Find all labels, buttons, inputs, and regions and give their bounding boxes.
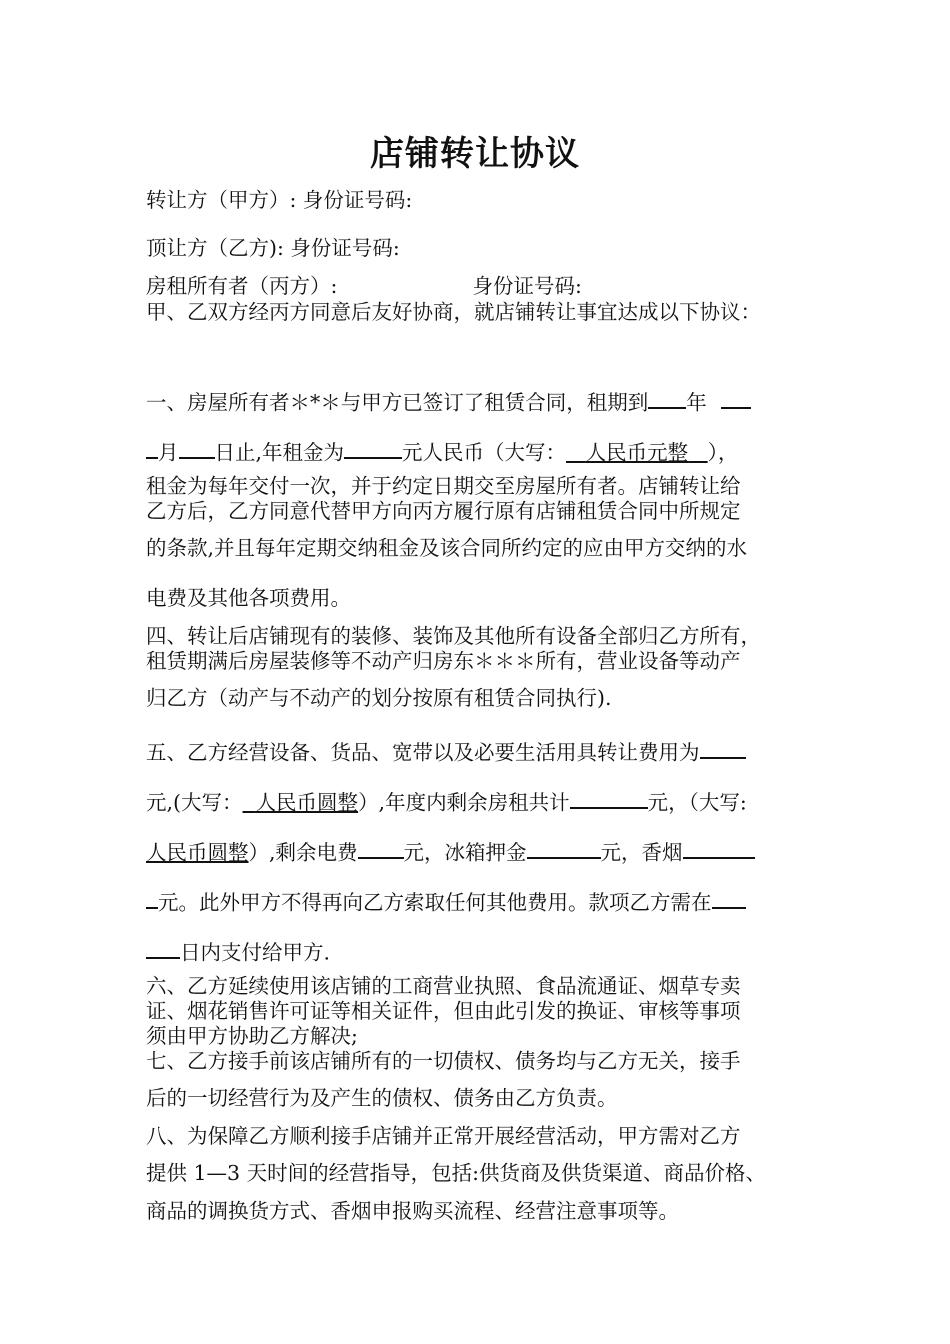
landlord-id-label: 身份证号码: <box>472 274 582 298</box>
clause5-line3: 人民币圆整）,剩余电费 元，冰箱押金 元，香烟 <box>146 838 755 863</box>
rent-amount-words-2: 人民币圆整 <box>146 840 249 865</box>
clause5-line4: 元。此外甲方不得再向乙方索取任何其他费用。款项乙方需在 <box>146 888 746 913</box>
fridge-deposit-blank <box>527 838 601 859</box>
intro-line: 甲、乙双方经丙方同意后友好协商，就店铺转让事宜达成以下协议： <box>146 300 761 324</box>
annual-rent-blank <box>344 438 402 459</box>
clause6-line2: 证、烟花销售许可证等相关证件，但由此引发的换证、审核等事项 <box>146 999 741 1023</box>
clause4-line1: 四、转让后店铺现有的装修、装饰及其他所有设备全部归乙方所有， <box>146 624 761 648</box>
transfer-fee-blank <box>700 738 746 759</box>
document-title: 店铺转让协议 <box>370 134 580 174</box>
rent-amount-words: 人民币元整 <box>585 440 689 465</box>
clause6-line3: 须由甲方协助乙方解决; <box>146 1024 358 1048</box>
lease-year-blank <box>648 388 686 409</box>
landlord-line <box>146 276 582 297</box>
lease-month-blank <box>721 388 751 409</box>
clause1-line1: 一、房屋所有者＊*＊与甲方已签订了租赁合同，租期到 年 <box>146 388 751 413</box>
cigarette-blank <box>683 838 755 859</box>
clause1-line2: 月 日止,年租金为 元人民币（大写： 人民币元整 ）， <box>146 438 738 463</box>
lease-day-blank <box>179 438 215 459</box>
clause8-line3: 商品的调换货方式、香烟申报购买流程、经营注意事项等。 <box>146 1199 679 1223</box>
clause1-line4: 乙方后，乙方同意代替甲方向丙方履行原有店铺租赁合同中所规定 <box>146 499 741 523</box>
transferee-line: 顶让方（乙方): 身份证号码: <box>146 236 400 260</box>
electricity-blank <box>358 838 404 859</box>
clause4-line2: 租赁期满后房屋装修等不动产归房东＊＊＊所有，营业设备等动产 <box>146 649 741 673</box>
clause4-line3: 归乙方（动产与不动产的划分按原有租赁合同执行). <box>146 686 612 710</box>
clause5-line1: 五、乙方经营设备、货品、宽带以及必要生活用具转让费用为 <box>146 738 746 763</box>
clause1-line6: 电费及其他各项费用。 <box>146 586 351 610</box>
landlord-label: 房租所有者（丙方）: <box>146 274 338 298</box>
clause7-line2: 后的一切经营行为及产生的债权、债务由乙方负责。 <box>146 1086 618 1110</box>
clause7-line1: 七、乙方接手前该店铺所有的一切债权、债务均与乙方无关，接手 <box>146 1049 741 1073</box>
clause5-line5: 日内支付给甲方. <box>146 938 330 963</box>
transferor-line: 转让方（甲方）: 身份证号码: <box>146 188 413 212</box>
clause5-line2: 元,(大写： 人民币圆整）,年度内剩余房租共计 元，（大写: <box>146 788 747 813</box>
clause8-line1: 八、为保障乙方顺利接手店铺并正常开展经营活动，甲方需对乙方 <box>146 1124 741 1148</box>
clause1-line3: 租金为每年交付一次，并于约定日期交至房屋所有者。店铺转让给 <box>146 474 741 498</box>
clause1-line5: 的条款,并且每年定期交纳租金及该合同所约定的应由甲方交纳的水 <box>146 536 748 560</box>
clause6-line1: 六、乙方延续使用该店铺的工商营业执照、食品流通证、烟草专卖 <box>146 974 741 998</box>
remaining-rent-blank <box>570 788 648 809</box>
fee-amount-words: 人民币圆整 <box>255 790 359 815</box>
payment-days-blank <box>712 888 746 909</box>
clause8-line2: 提供 1—3 天时间的经营指导，包括:供货商及供货渠道、商品价格、 <box>146 1161 767 1185</box>
